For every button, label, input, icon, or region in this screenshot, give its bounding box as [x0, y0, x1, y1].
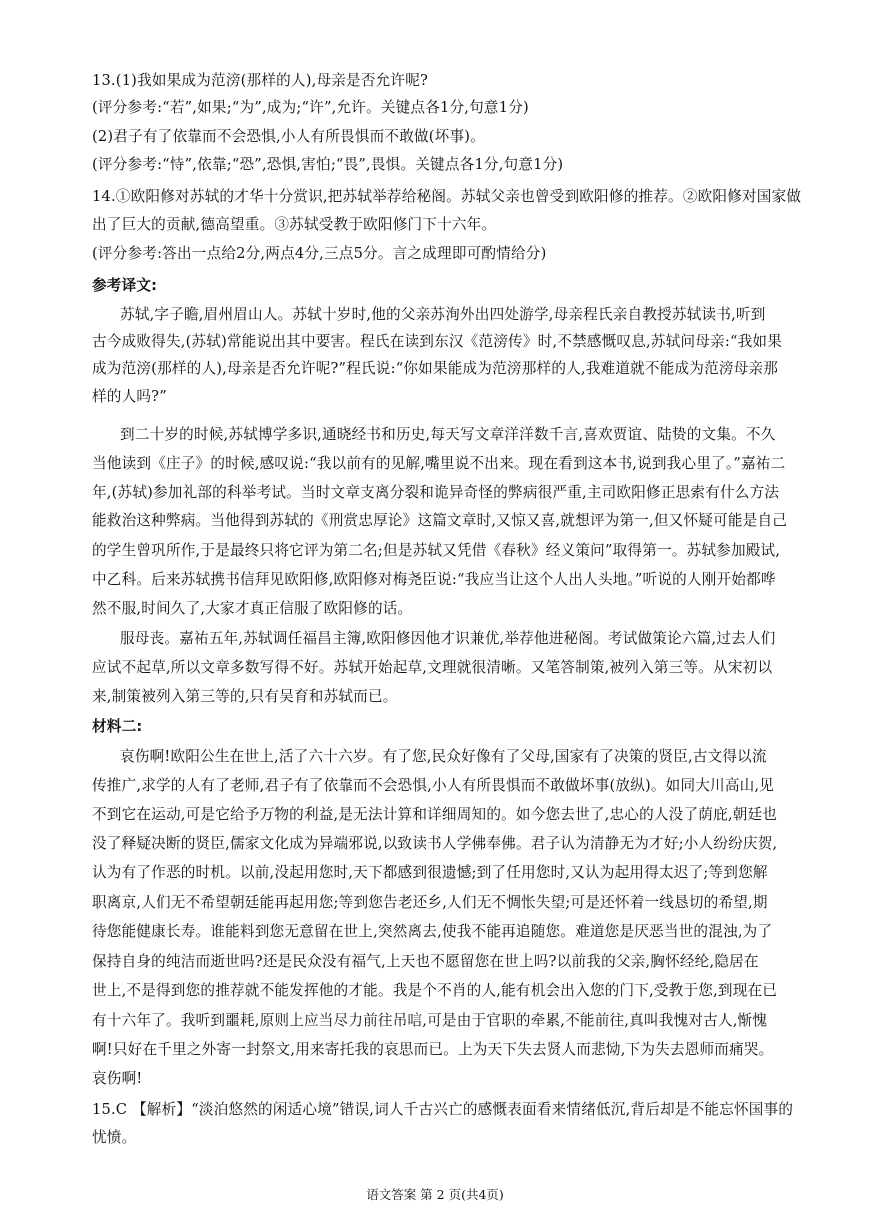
material-two-line1: 哀伤啊!欧阳公生在世上,活了六十六岁。有了您,民众好像有了父母,国家有了决策的贤臣,古文得以流	[120, 748, 767, 765]
material-two-line2: 传推广,求学的人有了老师,君子有了依靠而不会恐惧,小人有所畏惧而不敢做坏事(放纵)。如同大川高山,见	[92, 777, 775, 794]
q13-1-answer: 13.(1)我如果成为范滂(那样的人),母亲是否允许呢?	[92, 72, 429, 89]
q13-2-scoring: (评分参考:“恃”,依靠;“恐”,恐惧,害怕;“畏”,畏惧。关键点各1分,句意1分)	[92, 156, 564, 173]
material-two-line12: 哀伤啊!	[92, 1070, 143, 1087]
translation-p3-line3: 来,制策被列入第三等的,只有吴育和苏轼而已。	[92, 688, 398, 705]
material-two-line5: 认为有了作恶的时机。以前,没起用您时,天下都感到很遗憾;到了任用您时,又认为起用得太迟了;等到您解	[92, 864, 768, 881]
translation-p3-line1: 服母丧。嘉祐五年,苏轼调任福昌主簿,欧阳修因他才识兼优,举荐他进秘阁。考试做策论六篇,过去人们	[120, 630, 776, 647]
translation-p2-line6: 中乙科。后来苏轼携书信拜见欧阳修,欧阳修对梅尧臣说:“我应当让这个人出人头地。”听说的人刚开始都哗	[92, 571, 776, 588]
q13-2-answer: (2)君子有了依靠而不会恐惧,小人有所畏惧而不敢做(坏事)。	[92, 128, 485, 145]
q15-answer-line2: 忧愤。	[92, 1129, 137, 1146]
q14-answer-line1: 14.①欧阳修对苏轼的才华十分赏识,把苏轼举荐给秘阁。苏轼父亲也曾受到欧阳修的推荐。②欧阳修对国家做	[92, 188, 802, 205]
translation-p2-line4: 能救治这种弊病。当他得到苏轼的《刑赏忠厚论》这篇文章时,又惊又喜,就想评为第一,但又怀疑可能是自己	[92, 512, 788, 529]
translation-p2-line7: 然不服,时间久了,大家才真正信服了欧阳修的话。	[92, 600, 413, 617]
material-two-heading: 材料二:	[92, 718, 143, 735]
q14-answer-line2: 出了巨大的贡献,德高望重。③苏轼受教于欧阳修门下十六年。	[92, 216, 497, 233]
translation-p3-line2: 应试不起草,所以文章多数写得不好。苏轼开始起草,文理就很清晰。又笔答制策,被列入第三等。从宋初以	[92, 659, 773, 676]
material-two-line3: 不到它在运动,可是它给予万物的利益,是无法计算和详细周知的。如今您去世了,忠心的人没了荫庇,朝廷也	[92, 806, 778, 823]
translation-p2-line3: 年,(苏轼)参加礼部的科举考试。当时文章支离分裂和诡异奇怪的弊病很严重,主司欧阳修正思索有什么方法	[92, 484, 780, 501]
page-footer: 语文答案 第 2 页(共4页)	[366, 1187, 504, 1202]
translation-p1-line1: 苏轼,字子瞻,眉州眉山人。苏轼十岁时,他的父亲苏洵外出四处游学,母亲程氏亲自教授苏轼读书,听到	[120, 306, 766, 323]
material-two-line7: 待您能健康长寿。谁能料到您无意留在世上,突然离去,使我不能再追随您。难道您是厌恶当世的混浊,为了	[92, 923, 773, 940]
material-two-line9: 世上,不是得到您的推荐就不能发挥他的才能。我是个不肖的人,能有机会出入您的门下,受教于您,到现在已	[92, 982, 778, 999]
q14-scoring: (评分参考:答出一点给2分,两点4分,三点5分。言之成理即可酌情给分)	[92, 245, 547, 262]
translation-p2-line2: 当他读到《庄子》的时候,感叹说:“我以前有的见解,嘴里说不出来。现在看到这本书,说到我心里了。”嘉祐二	[92, 455, 786, 472]
material-two-line11: 啊!只好在千里之外寄一封祭文,用来寄托我的哀思而已。上为天下失去贤人而悲恸,下为失去恩师而痛哭。	[92, 1041, 774, 1058]
translation-p2-line1: 到二十岁的时候,苏轼博学多识,通晓经书和历史,每天写文章洋洋数千言,喜欢贾谊、陆贽的文集。不久	[120, 426, 776, 443]
material-two-line6: 职离京,人们无不希望朝廷能再起用您;等到您告老还乡,人们无不惆怅失望;可是还怀着一线恳切的希望,期	[92, 894, 768, 911]
translation-p2-line5: 的学生曾巩所作,于是最终只将它评为第二名;但是苏轼又凭借《春秋》经义策问”取得第一。苏轼参加殿试,	[92, 542, 781, 559]
translation-p1-line2: 古今成败得失,(苏轼)常能说出其中要害。程氏在读到东汉《范滂传》时,不禁感慨叹息,苏轼问母亲:“我如果	[92, 333, 783, 350]
material-two-line8: 保持自身的纯洁而逝世吗?还是民众没有福气,上天也不愿留您在世上吗?以前我的父亲,胸怀经纶,隐居在	[92, 953, 759, 970]
q15-answer-line1: 15.C 【解析】“淡泊悠然的闲适心境”错误,词人千古兴亡的感慨表面看来情绪低沉,背后却是不能忘怀国事的	[92, 1101, 794, 1118]
reference-translation-heading: 参考译文:	[92, 277, 158, 294]
material-two-line4: 没了释疑决断的贤臣,儒家文化成为异端邪说,以致读书人学佛奉佛。君子认为清静无为才好;小人纷纷庆贺,	[92, 835, 778, 852]
translation-p1-line3: 成为范滂(那样的人),母亲是否允许呢?”程氏说:“你如果能成为范滂那样的人,我难道就不能成为范滂母亲那	[92, 360, 779, 377]
translation-p1-line4: 样的人吗?”	[92, 388, 167, 405]
q13-1-scoring: (评分参考:“若”,如果;“为”,成为;“许”,允许。关键点各1分,句意1分)	[92, 99, 529, 116]
material-two-line10: 有十六年了。我听到噩耗,原则上应当尽力前往吊唁,可是由于官职的牵累,不能前往,真叫我愧对古人,惭愧	[92, 1012, 768, 1029]
